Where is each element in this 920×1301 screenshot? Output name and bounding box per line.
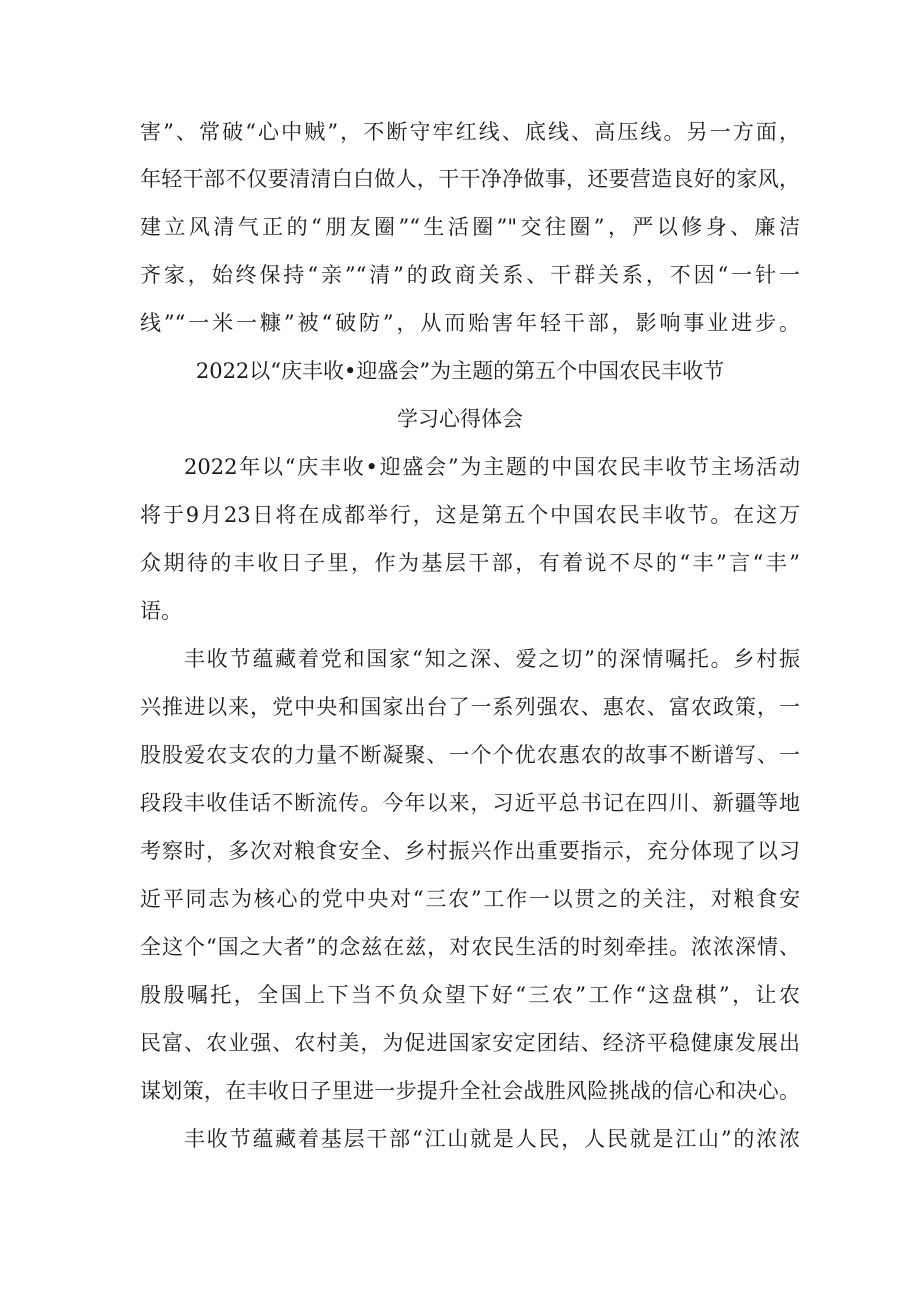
body-line: 谋划策，在丰收日子里进一步提升全社会战胜风险挑战的信心和决心。 [140, 1079, 800, 1103]
body-line: 齐家，始终保持“亲”“清”的政商关系、干群关系，不因“一针一 [140, 263, 800, 287]
body-line: 建立风清气正的“朋友圈”“生活圈”"交往圈”，严以修身、廉洁 [140, 215, 800, 239]
section-title: 2022以“庆丰收•迎盛会”为主题的第五个中国农民丰收节 [195, 359, 725, 383]
body-line: 众期待的丰收日子里，作为基层干部，有着说不尽的“丰”言“丰” [140, 551, 800, 575]
body-line: 近平同志为核心的党中央对“三农”工作一以贯之的关注，对粮食安 [140, 887, 800, 911]
section-subtitle: 学习心得体会 [397, 407, 523, 431]
body-line: 将于9月23日将在成都举行，这是第五个中国农民丰收节。在这万 [140, 503, 800, 527]
body-line: 年轻干部不仅要清清白白做人，干干净净做事，还要营造良好的家风， [140, 167, 800, 191]
body-line: 考察时，多次对粮食安全、乡村振兴作出重要指示，充分体现了以习 [140, 839, 800, 863]
body-line: 害”、常破“心中贼”，不断守牢红线、底线、高压线。另一方面， [140, 120, 800, 144]
body-line: 段段丰收佳话不断流传。今年以来，习近平总书记在四川、新疆等地 [140, 791, 800, 815]
body-line: 殷殷嘱托，全国上下当不负众望下好“三农”工作“这盘棋”，让农 [140, 983, 800, 1007]
body-line: 民富、农业强、农村美，为促进国家安定团结、经济平稳健康发展出 [140, 1031, 800, 1055]
body-line: 股股爱农支农的力量不断凝聚、一个个优农惠农的故事不断谱写、一 [140, 743, 800, 767]
body-line: 语。 [140, 599, 182, 623]
paragraph-first-line: 2022年以“庆丰收•迎盛会”为主题的中国农民丰收节主场活动 [184, 455, 800, 479]
body-line: 线”“一米一糠”被“破防”，从而贻害年轻干部，影响事业进步。 [140, 311, 800, 335]
paragraph-first-line: 丰收节蕴藏着基层干部“江山就是人民，人民就是江山”的浓浓 [184, 1127, 800, 1151]
paragraph-first-line: 丰收节蕴藏着党和国家“知之深、爱之切”的深情嘱托。乡村振 [184, 647, 800, 671]
body-line: 全这个“国之大者”的念兹在兹，对农民生活的时刻牵挂。浓浓深情、 [140, 935, 800, 959]
body-line: 兴推进以来，党中央和国家出台了一系列强农、惠农、富农政策，一 [140, 695, 800, 719]
